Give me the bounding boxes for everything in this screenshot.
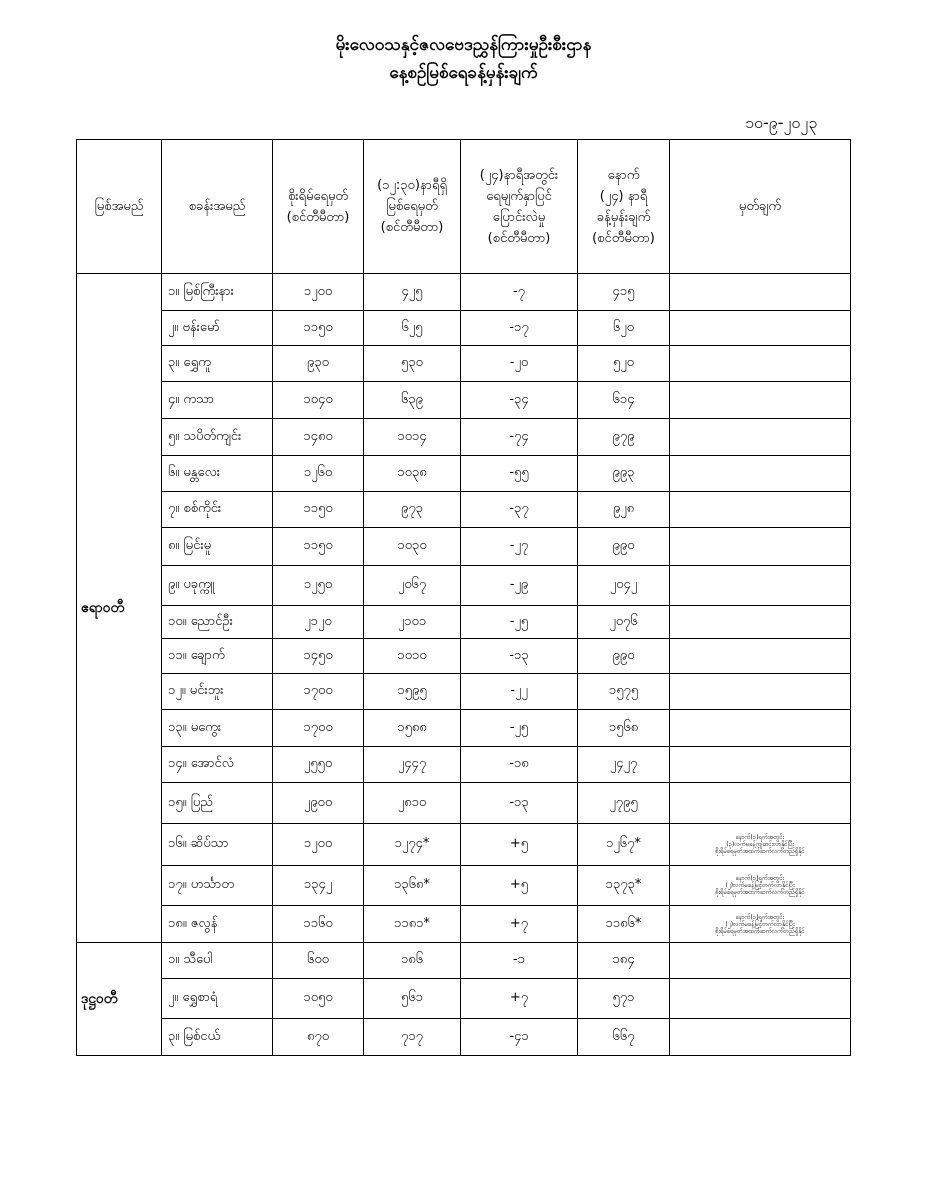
forecast-level: ၂၄၂၇: [578, 747, 670, 783]
remark: [670, 274, 851, 311]
remark: [670, 824, 851, 866]
remark: [670, 566, 851, 606]
current-level: ၂၁၀၁: [364, 606, 461, 639]
forecast-level: ၁၅၇၅: [578, 674, 670, 710]
remark: [670, 1019, 851, 1056]
remark: [670, 979, 851, 1019]
forecast-level: ၆၆၇: [578, 1019, 670, 1056]
col-header-river: မြစ်အမည်: [77, 140, 162, 274]
forecast-level: ၄၁၅: [578, 274, 670, 311]
station-name: ၁၁။ ချောက်: [162, 639, 273, 674]
level-change: -၅၅: [461, 456, 578, 492]
danger-level: ၁၂၀၀: [273, 274, 364, 311]
forecast-level: ၉၇၉: [578, 419, 670, 456]
current-level: ၇၁၇: [364, 1019, 461, 1056]
danger-level: ၁၂၀၀: [273, 824, 364, 866]
station-name: ၁၈။ ဇလွန်: [162, 906, 273, 943]
danger-level: ၂၅၅၀: [273, 747, 364, 783]
level-change: -၁၈: [461, 747, 578, 783]
level-change: -၂၇: [461, 528, 578, 566]
danger-level: ၁၁၆၀: [273, 906, 364, 943]
level-change: -၂၉: [461, 566, 578, 606]
level-change: +၅: [461, 866, 578, 906]
remark: [670, 943, 851, 979]
station-name: ၂။ ရွှေစာရံ: [162, 979, 273, 1019]
col-header-change: (၂၄)နာရီအတွင်း ရေမျက်နှာပြင် ပြောင်းလဲမှု (စင်တီမီတာ): [461, 140, 578, 274]
level-change: -၇: [461, 274, 578, 311]
current-level: ၂၀၆၇: [364, 566, 461, 606]
level-change: -၄၁: [461, 1019, 578, 1056]
level-change: -၂၀: [461, 346, 578, 382]
level-change: -၂၂: [461, 674, 578, 710]
table-row: [77, 528, 851, 566]
station-name: ၃။ မြစ်ငယ်: [162, 1019, 273, 1056]
station-name: ၁၀။ ညောင်ဦး: [162, 606, 273, 639]
station-name: ၈။ မြင်းမူ: [162, 528, 273, 566]
station-name: ၁၆။ ဆိပ်သာ: [162, 824, 273, 866]
col-header-current-level: (၁၂:၃၀)နာရီရှိ မြစ်ရေမှတ် (စင်တီမီတာ): [364, 140, 461, 274]
current-level: ၄၂၅: [364, 274, 461, 311]
forecast-level: ၉၉၀: [578, 639, 670, 674]
current-level: ၁၁၈၁*: [364, 906, 461, 943]
station-name: ၄။ ကသာ: [162, 382, 273, 419]
table-row: [77, 639, 851, 674]
forecast-level: ၁၈၄: [578, 943, 670, 979]
level-change: -၃၄: [461, 382, 578, 419]
level-change: -၇၄: [461, 419, 578, 456]
table-row: [77, 346, 851, 382]
table-row: [77, 606, 851, 639]
remark: [670, 866, 851, 906]
level-change: -၃၇: [461, 492, 578, 528]
table-row: [77, 274, 851, 311]
remark-text: နောက်(၁)ရက်အတွင်း (၃)လက်မခန့်ကျဆင်းလာနိုင်ပြီး စိုးရိမ်ရေမှတ်အထက်ဆက်လက်တည်ရှိနိုင်: [715, 834, 805, 855]
remark: [670, 639, 851, 674]
station-name: ၁၃။ မကွေး: [162, 710, 273, 747]
danger-level: ၉၃၀: [273, 346, 364, 382]
danger-level: ၁၀၅၀: [273, 979, 364, 1019]
level-change: -၁၃: [461, 639, 578, 674]
river-forecast-table: [76, 139, 851, 1056]
station-name: ၁၅။ ပြည်: [162, 783, 273, 824]
current-level: ၆၂၅: [364, 311, 461, 346]
table-row: [77, 456, 851, 492]
station-name: ၁၇။ ဟင်္သာတ: [162, 866, 273, 906]
danger-level: ၁၃၄၂: [273, 866, 364, 906]
table-row: [77, 382, 851, 419]
table-row: [77, 710, 851, 747]
table-row: [77, 783, 851, 824]
col-header-station: စခန်းအမည်: [162, 140, 273, 274]
level-change: -၁: [461, 943, 578, 979]
danger-level: ၁၂၅၀: [273, 566, 364, 606]
level-change: +၇: [461, 979, 578, 1019]
danger-level: ၈၇၀: [273, 1019, 364, 1056]
station-name: ၁၂။ မင်းဘူး: [162, 674, 273, 710]
remark: [670, 528, 851, 566]
forecast-level: ၂၀၄၂: [578, 566, 670, 606]
forecast-level: ၁၅၆၈: [578, 710, 670, 747]
level-change: +၇: [461, 906, 578, 943]
remark: [670, 906, 851, 943]
river-name: ဧရာဝတီ: [77, 274, 162, 943]
forecast-level: ၁၃၇၃*: [578, 866, 670, 906]
level-change: -၂၅: [461, 710, 578, 747]
current-level: ၂၄၄၇: [364, 747, 461, 783]
remark: [670, 311, 851, 346]
table-row: [77, 747, 851, 783]
table-row: [77, 674, 851, 710]
danger-level: ၂၉၀၀: [273, 783, 364, 824]
remark: [670, 710, 851, 747]
station-name: ၁။ သီပေါ: [162, 943, 273, 979]
river-name: ဒုဋ္ဌဝတီ: [77, 943, 162, 1056]
current-level: ၁၈၆: [364, 943, 461, 979]
danger-level: ၁၇၀၀: [273, 710, 364, 747]
remark: [670, 674, 851, 710]
table-row: [77, 419, 851, 456]
table-row: [77, 824, 851, 866]
table-row: [77, 1019, 851, 1056]
table-row: [77, 492, 851, 528]
station-name: ၁၄။ အောင်လံ: [162, 747, 273, 783]
danger-level: ၂၁၂၀: [273, 606, 364, 639]
danger-level: ၁၀၄၀: [273, 382, 364, 419]
forecast-level: ၉၉၃: [578, 456, 670, 492]
col-header-forecast: နောက် (၂၄) နာရီ ခန့်မှန်းချက် (စင်တီမီတာ): [578, 140, 670, 274]
forecast-level: ၉၂၈: [578, 492, 670, 528]
remark: [670, 492, 851, 528]
station-name: ၁။ မြစ်ကြီးနား: [162, 274, 273, 311]
remark: [670, 419, 851, 456]
current-level: ၁၂၇၄*: [364, 824, 461, 866]
danger-level: ၁၄၅၀: [273, 639, 364, 674]
table-header-row: [77, 140, 851, 274]
current-level: ၁၅၉၅: [364, 674, 461, 710]
forecast-level: ၉၉၀: [578, 528, 670, 566]
current-level: ၉၇၃: [364, 492, 461, 528]
station-name: ၃။ ရွှေကူ: [162, 346, 273, 382]
remark: [670, 747, 851, 783]
table-row: [77, 311, 851, 346]
current-level: ၁၃၆၈*: [364, 866, 461, 906]
table-row: [77, 943, 851, 979]
forecast-level: ၅၇၁: [578, 979, 670, 1019]
current-level: ၁၀၁၀: [364, 639, 461, 674]
remark: [670, 456, 851, 492]
page-subtitle: နေ့စဉ်မြစ်ရေခန့်မှန်းချက်: [389, 63, 538, 83]
remark-text: နောက်(၁)ရက်အတွင်း (၂)လက်မခန့်မြင့်တက်လာနိုင်ပြီး စိုးရိမ်ရေမှတ်အထက်ဆက်လက်တည်ရှိနိုင်: [715, 875, 805, 896]
danger-level: ၁၁၅၀: [273, 492, 364, 528]
danger-level: ၁၂၆၀: [273, 456, 364, 492]
forecast-level: ၁၂၆၇*: [578, 824, 670, 866]
station-name: ၆။ မန္တလေး: [162, 456, 273, 492]
remark: [670, 783, 851, 824]
station-name: ၉။ ပခုက္ကူ: [162, 566, 273, 606]
current-level: ၁၀၃၀: [364, 528, 461, 566]
level-change: -၁၃: [461, 783, 578, 824]
danger-level: ၁၇၀၀: [273, 674, 364, 710]
remark: [670, 606, 851, 639]
current-level: ၁၅၈၈: [364, 710, 461, 747]
table-row: [77, 906, 851, 943]
remark-text: နောက်(၁)ရက်အတွင်း (၂)လက်မခန့်မြင့်တက်လာနိုင်ပြီး စိုးရိမ်ရေမှတ်အထက်ဆက်လက်တည်ရှိနိုင်: [715, 913, 805, 935]
station-name: ၂။ ဗန်းမော်: [162, 311, 273, 346]
station-name: ၅။ သပိတ်ကျင်း: [162, 419, 273, 456]
level-change: -၁၇: [461, 311, 578, 346]
level-change: +၅: [461, 824, 578, 866]
danger-level: ၆၀၀: [273, 943, 364, 979]
forecast-level: ၆၁၄: [578, 382, 670, 419]
table-row: [77, 566, 851, 606]
current-level: ၂၈၁၀: [364, 783, 461, 824]
col-header-danger-level: စိုးရိမ်ရေမှတ် (စင်တီမီတာ): [273, 140, 364, 274]
forecast-level: ၅၂၀: [578, 346, 670, 382]
report-date: ၁၀-၉-၂၀၂၃: [745, 113, 818, 132]
danger-level: ၁၁၅၀: [273, 311, 364, 346]
station-name: ၇။ စစ်ကိုင်း: [162, 492, 273, 528]
current-level: ၅၆၁: [364, 979, 461, 1019]
forecast-level: ၂၇၉၅: [578, 783, 670, 824]
table-row: [77, 979, 851, 1019]
danger-level: ၁၁၅၀: [273, 528, 364, 566]
table-body: [77, 274, 851, 1056]
page-title: မိုးလေဝသနှင့်ဇလဗေဒညွှန်ကြားမှုဦးစီးဌာန: [335, 35, 592, 55]
table-row: [77, 866, 851, 906]
forecast-level: ၆၂၀: [578, 311, 670, 346]
remark: [670, 382, 851, 419]
current-level: ၁၀၁၄: [364, 419, 461, 456]
col-header-remark: မှတ်ချက်: [670, 140, 851, 274]
forecast-level: ၂၀၇၆: [578, 606, 670, 639]
level-change: -၂၅: [461, 606, 578, 639]
remark: [670, 346, 851, 382]
forecast-level: ၁၁၈၆*: [578, 906, 670, 943]
current-level: ၁၀၃၈: [364, 456, 461, 492]
danger-level: ၁၄၈၀: [273, 419, 364, 456]
current-level: ၅၃၀: [364, 346, 461, 382]
current-level: ၆၃၉: [364, 382, 461, 419]
